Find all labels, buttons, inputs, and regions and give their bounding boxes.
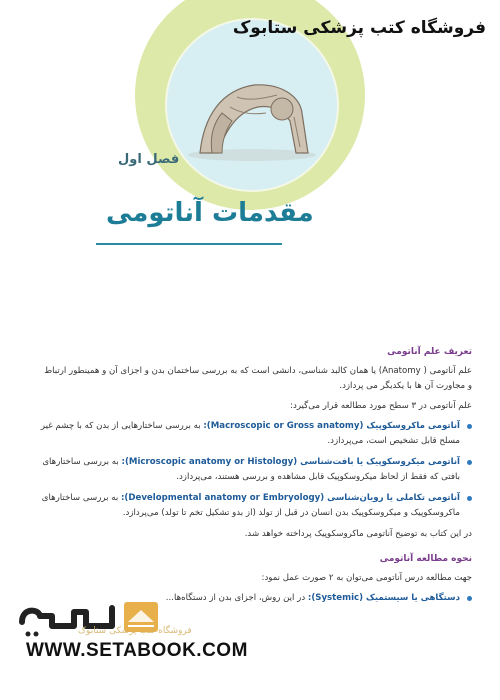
term-description: در این روش، اجزای بدن از دستگاه‌ها... [165,593,308,603]
store-header-title: فروشگاه کتب پزشکی ستابوک [232,18,486,38]
term: دستگاهی یا سیستمیک (Systemic): [307,593,460,603]
list-item [40,491,472,521]
section-heading: نحوه مطالعه آناتومی [379,554,472,564]
list-item [40,419,472,449]
term-description: به بررسی ساختارهای بافتی که فقط از لحاظ میکروسکوپیک قابل مشاهده و بررسی هستند، می‌پردازد. [42,457,460,482]
levels-lead: علم آناتومی در ۳ سطح مورد مطالعه قرار می‌گیرد: [290,401,472,411]
chapter-body [40,345,472,612]
term-description: به بررسی ساختارهایی از بدن که با چشم غیر مسلح قابل تشخیص است، می‌پردازد. [40,421,460,446]
bullet-icon [467,596,472,601]
bullet-icon [467,496,472,501]
chapter-label: فصل اول [118,152,180,167]
study-methods-lead: جهت مطالعه درس آناتومی می‌توان به ۲ صورت عمل نمود: [261,573,472,583]
term-description: به بررسی ساختارهای ماکروسکوپیک و میکروسکوپیک بدن انسان در قبل از تولد (از بدو تشکیل تخم تا تولد) می‌پردازد. [41,493,460,518]
chapter-title: مقدمات آناتومی [106,198,314,228]
term: آناتومی تکاملی یا رویان‌شناسی (Developmental anatomy or Embryology): [120,493,460,503]
watermark-url: WWW.SETABOOK.COM [26,640,248,661]
list-item [40,455,472,485]
closing-paragraph: در این کتاب به توضیح آناتومی ماکروسکوپیک پرداخته خواهد شد. [244,529,472,539]
bullet-icon [467,460,472,465]
term: آناتومی میکروسکوپیک یا بافت‌شناسی (Microscopic anatomy or Histology): [121,457,460,467]
title-underline [96,243,282,245]
levels-list [40,419,472,521]
term: آناتومی ماکروسکوپیک (Macroscopic or Gross anatomy): [203,421,460,431]
definition-paragraph: علم آناتومی ( Anatomy) یا همان کالبد شناسی، دانشی است که به بررسی ساختمان بدن و اجزای آن و همینطور ارتباط و مجاورت آن ها با یکدیگر می پردازد. [44,366,472,391]
bullet-icon [467,424,472,429]
muscular-figure-illustration [182,55,322,165]
section-heading: تعریف علم آناتومی [387,347,472,357]
watermark-brand-text: فروشگاه کتب پزشکی ستابوک [78,626,192,636]
